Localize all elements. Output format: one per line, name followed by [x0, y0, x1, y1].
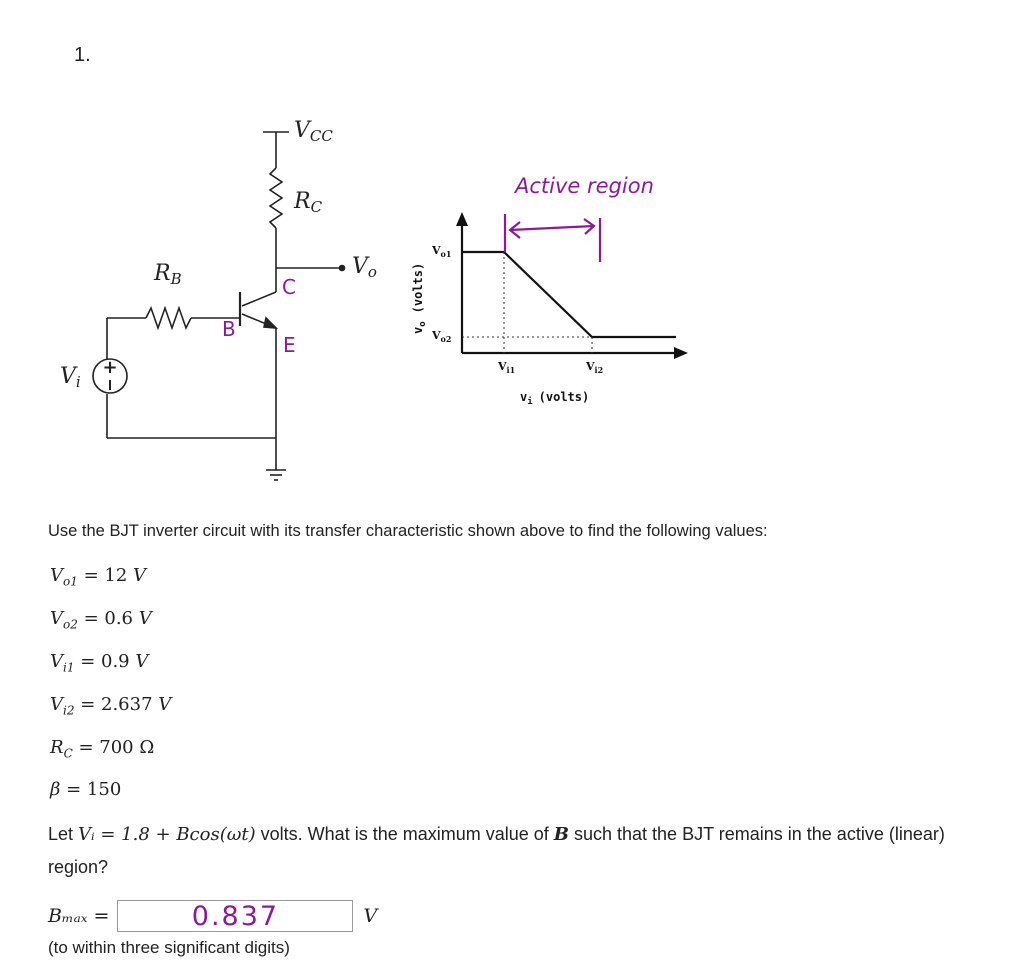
active-region-label: Active region: [515, 174, 654, 198]
given-vi2: $V_{i2} = 2.637$ V: [50, 694, 172, 718]
vi2-tick-label: $V_{i2}$: [586, 360, 604, 375]
question-text: Let Vᵢ = 1.8 + Bcos(ωt) volts. What is the maximum value of B such that the BJT remains in the active (linear) region?: [48, 824, 945, 877]
rb-label: RB: [154, 261, 182, 288]
given-beta: β = 150: [50, 779, 122, 800]
svg-text:vo(volts): $v_o(volts)$: [411, 262, 428, 334]
given-rc: $R_C = 700$ Ω: [50, 737, 155, 761]
transfer-characteristic-plot: [411, 174, 688, 407]
active-region-arrow: [505, 214, 600, 262]
rc-resistor: [270, 168, 282, 228]
answer-label: Bₘₐₓ =: [48, 905, 110, 927]
source-plus-sign: +: [102, 357, 118, 378]
bjt-inverter-circuit: [93, 132, 345, 480]
x-axis-label: $v_i$ (volts): [520, 390, 590, 407]
answer-input[interactable]: 0.837: [117, 900, 353, 932]
base-annotation: B: [222, 317, 236, 341]
answer-unit: V: [363, 905, 378, 927]
vi-label: Vi: [60, 364, 81, 391]
rb-resistor: [146, 308, 191, 328]
precision-note: (to within three significant digits): [48, 938, 290, 957]
problem-prompt: Use the BJT inverter circuit with its transfer characteristic shown above to find the following values:: [48, 522, 768, 540]
transfer-curve: [462, 252, 676, 337]
given-vo2: $V_{o2} = 0.6$ V: [50, 608, 152, 632]
answer-row: [48, 896, 377, 936]
vo1-tick-label: $V_{o1}$: [432, 244, 452, 259]
question-number: 1.: [74, 44, 91, 66]
y-axis-label: [411, 263, 428, 334]
vo-label: Vo: [352, 254, 377, 281]
given-vi1: $V_{i1} = 0.9$ V: [50, 651, 149, 675]
collector-annotation: C: [282, 275, 296, 299]
vo2-tick-label: $V_{o2}$: [432, 329, 452, 344]
rc-label: RC: [294, 189, 323, 216]
vcc-label: VCC: [294, 118, 333, 145]
emitter-annotation: E: [283, 333, 296, 357]
vi1-tick-label: $V_{i1}$: [498, 360, 516, 375]
given-vo1: $V_{o1} = 12$ V: [50, 565, 147, 589]
